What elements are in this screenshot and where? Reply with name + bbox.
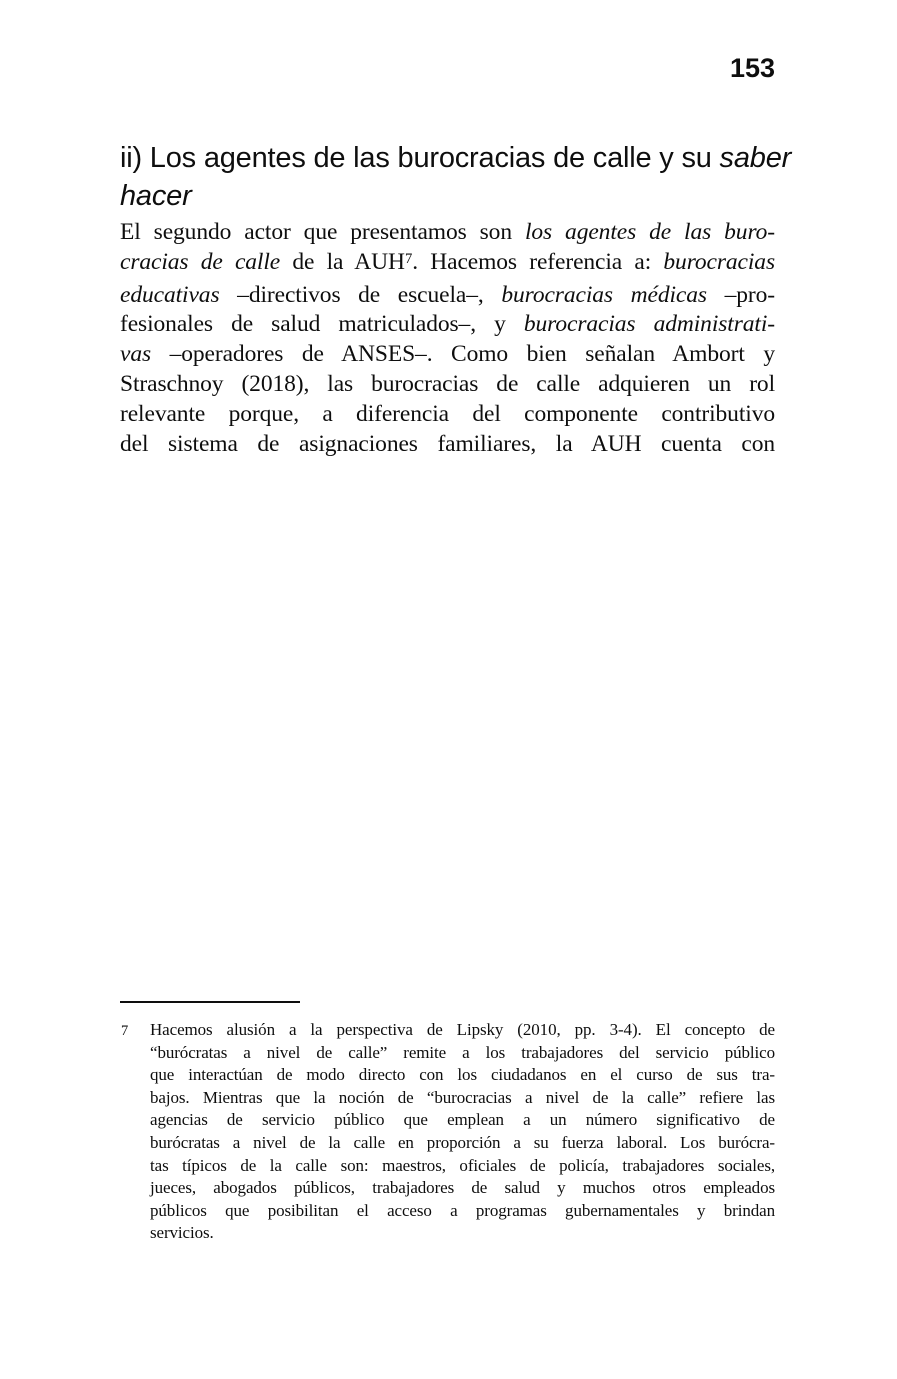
body-paragraph (120, 218, 775, 459)
text-line: públicos que posibilitan el acceso a programas gubernamentales y brindan (150, 1200, 775, 1220)
text-line: hacer (120, 180, 192, 212)
text-line: El segundo actor que presentamos son los agentes de las buro- (120, 219, 775, 245)
text-line: servicios. (150, 1223, 214, 1243)
text-line: ii) Los agentes de las burocracias de calle y su saber (120, 142, 792, 174)
text-line: burócratas a nivel de la calle en proporción a su fuerza laboral. Los burócra- (150, 1132, 775, 1152)
footnote-text (150, 1019, 775, 1245)
text-line: fesionales de salud matriculados–, y burocracias administrati- (120, 311, 776, 338)
text-line: que interactúan de modo directo con los ciudadanos en el curso de sus tra- (150, 1065, 775, 1085)
footnote-separator-rule (120, 1001, 300, 1003)
section-heading (120, 139, 790, 215)
footnote-marker: 7 (121, 1023, 129, 1039)
text-line: del sistema de asignaciones familiares, la AUH cuenta con (120, 430, 775, 457)
text-line: jueces, abogados públicos, trabajadores de salud y muchos otros empleados (150, 1178, 775, 1198)
text-line: relevante porque, a diferencia del componente contributivo (120, 400, 775, 427)
text-line: educativas –directivos de escuela–, burocracias médicas –pro- (120, 281, 775, 308)
text-line: “burócratas a nivel de calle” remite a los trabajadores del servicio público (150, 1042, 775, 1062)
text-line: tas típicos de la calle son: maestros, oficiales de policía, trabajadores sociales, (150, 1155, 775, 1175)
text-line: vas –operadores de ANSES–. Como bien señalan Ambort y (120, 341, 775, 368)
text-line: cracias de calle de la AUH$^7$. Hacemos referencia a: burocracias (120, 248, 775, 275)
text-line: Hacemos alusión a la perspectiva de Lipsky (2010, pp. 3-4). El concepto de (150, 1020, 775, 1039)
text-line: agencias de servicio público que emplean a un número significativo de (150, 1110, 775, 1130)
text-line: Straschnoy (2018), las burocracias de calle adquieren un rol (120, 370, 775, 397)
page-number: 153 (729, 53, 775, 83)
text-line: bajos. Mientras que la noción de “burocracias a nivel de la calle” refiere las (150, 1087, 775, 1107)
